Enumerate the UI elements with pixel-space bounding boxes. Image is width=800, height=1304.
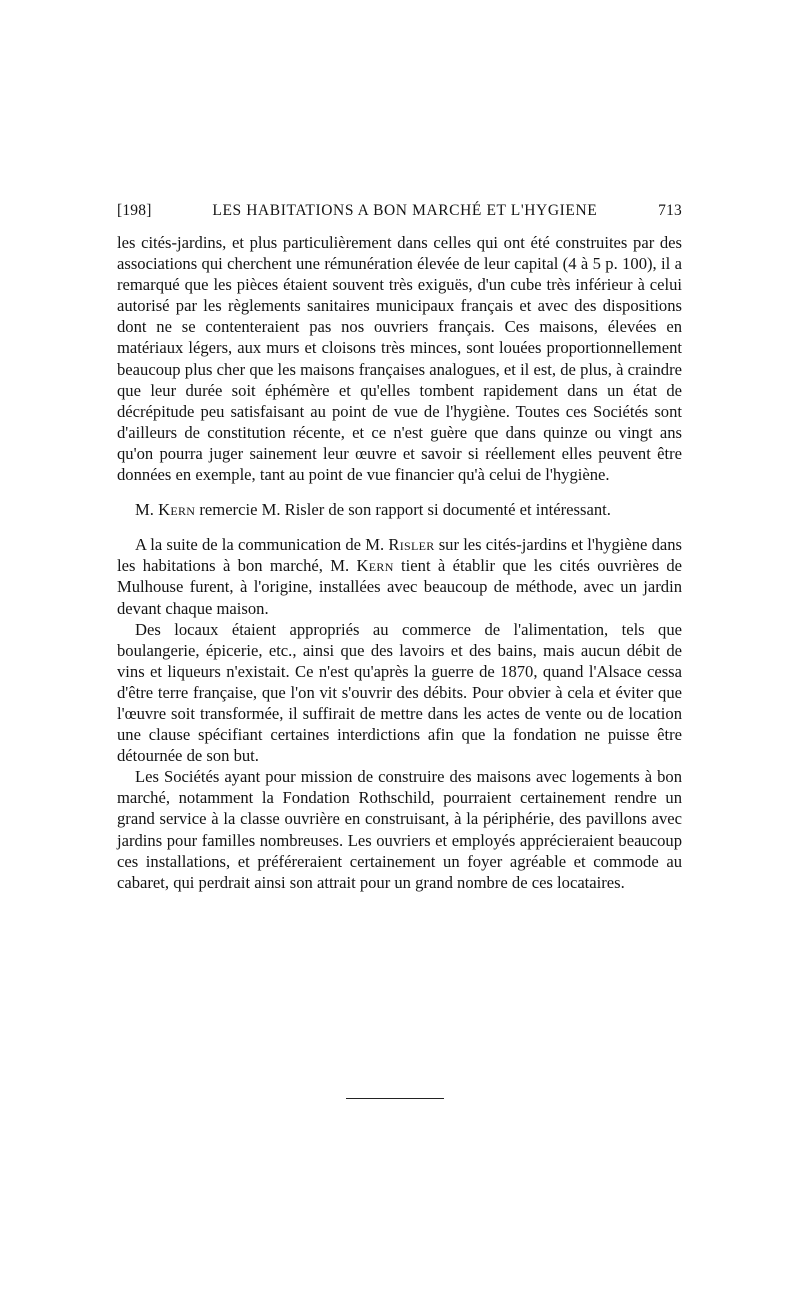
text-run: tient à établir que les cités ouvrières de Mulhouse furent, à l'origine, installées avec beaucoup de méthode, avec un jardin devant chaque maison. [117, 556, 682, 618]
text-run: A la suite de la communication de M. [135, 535, 389, 555]
paragraph-mulhouse [117, 534, 682, 618]
name-kern: Kern [158, 500, 196, 520]
name-kern: Kern [356, 556, 394, 576]
name-risler: Risler [388, 535, 435, 555]
text-run: sur les cités-jardins et l'hygiène dans les habitations à bon marché, M. [117, 535, 682, 576]
page-content [117, 198, 682, 893]
running-head [117, 198, 682, 224]
body-text [117, 232, 682, 893]
paragraph-locaux: Des locaux étaient appropriés au commerce de l'alimentation, tels que boulangerie, épicerie, etc., ainsi que des lavoirs et des bains, mais aucun débit de vins et liqueurs n'existait. Ce n'est qu'après la guerre de 1870, quand l'Alsace cessa d'être terre française, que l'on vit s'ouvrir des débits. Pour obvier à cela et éviter que l'œuvre soit transformée, il suffirait de mettre dans les actes de vente ou de location une clause spécifiant certaines interdictions afin que la fondation ne puisse être détournée de son but. [117, 619, 682, 766]
paragraph-societes: Les Sociétés ayant pour mission de construire des maisons avec logements à bon marché, notamment la Fondation Rothschild, pourraient certainement rendre un grand service à la classe ouvrière en construisant, à la périphérie, des pavillons avec jardins pour familles nombreuses. Les ouvriers et employés apprécieraient beaucoup ces installations, et préféreraient certainement un foyer agréable et commode au cabaret, qui perdrait ainsi son attrait pour un grand nombre de ces locataires. [117, 767, 682, 892]
end-rule [346, 1098, 444, 1099]
text-run: remercie M. Risler de son rapport si documenté et intéressant. [195, 500, 611, 520]
section-number: [198] [117, 202, 152, 219]
text-run: M. [135, 500, 159, 520]
paragraph-kern-thanks [117, 499, 682, 520]
page-number: 713 [658, 202, 682, 219]
paragraph-continuation: les cités-jardins, et plus particulièrement dans celles qui ont été construites par des associations qui cherchent une rémunération élevée de leur capital (4 à 5 p. 100), il a remarqué que les pièces étaient souvent très exiguës, d'un cube très inférieur à celui autorisé par les règlements sanitaires municipaux français et avec des dispositions dont ne se contenteraient pas nos ouvriers français. Ces maisons, élevées en matériaux légers, aux murs et cloisons très minces, sont louées proportionnellement beaucoup plus cher que les maisons françaises analogues, et il est, de plus, à craindre que leur durée soit éphémère et qu'elles tombent rapidement dans un état de décrépitude peu satisfaisant au point de vue de l'hygiène. Toutes ces Sociétés sont d'ailleurs de constitution récente, et ce n'est guère que dans quinze ou vingt ans qu'on pourra juger sainement leur œuvre et savoir si réellement elles peuvent être données en exemple, tant au point de vue financier qu'à celui de l'hygiène. [117, 233, 682, 485]
running-title: LES HABITATIONS A BON MARCHÉ ET L'HYGIENE [212, 202, 598, 219]
